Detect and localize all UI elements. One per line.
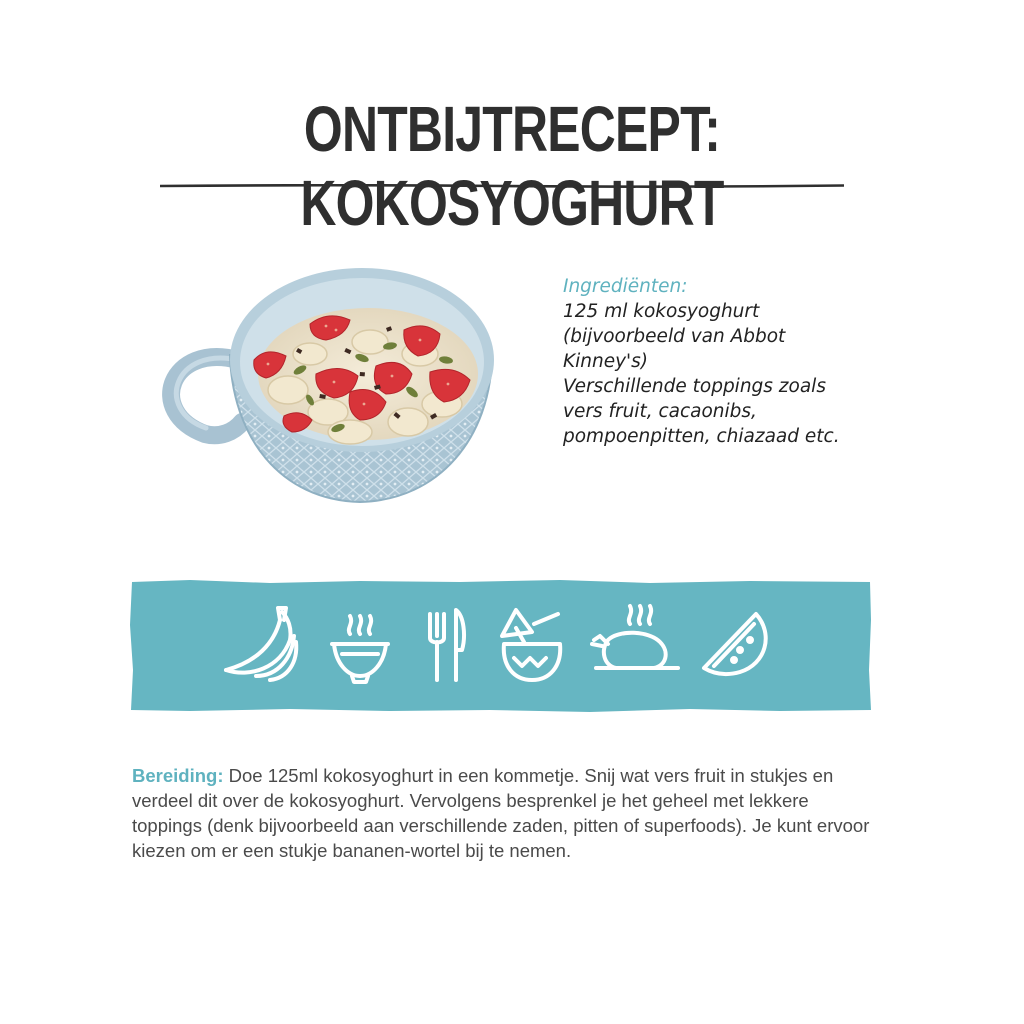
watermelon-slice-icon — [704, 614, 766, 674]
ingredients-block — [563, 274, 883, 449]
ingredient-line: Verschillende toppings zoals — [563, 376, 826, 397]
preparation-text: Doe 125ml kokosyoghurt in een kommetje. Snij wat vers fruit in stukjes en verdeel dit over de kokosyoghurt. Vervolgens besprenkel je het geheel met lekkere toppings (denk bijvoorbeeld aan verschillende zaden, pitten of superfoods). Je kunt ervoor kiezen om er een stukje bananen-wortel bij te nemen. — [132, 765, 870, 861]
ingredient-line: (bijvoorbeeld van Abbot — [563, 326, 786, 347]
title-underline — [160, 184, 844, 188]
ingredients-heading: Ingrediënten: — [563, 276, 688, 297]
ingredient-line: vers fruit, cacaonibs, — [563, 401, 757, 422]
ingredient-line: pompoenpitten, chiazaad etc. — [563, 426, 840, 447]
coconut-drink-icon — [502, 610, 560, 680]
preparation-label: Bereiding: — [132, 765, 224, 786]
yoghurt-bowl-image — [150, 262, 500, 512]
food-icons-row — [130, 580, 872, 712]
preparation-paragraph — [132, 763, 872, 863]
ingredient-line: Kinney's) — [563, 351, 648, 372]
page-title: ONTBIJTRECEPT: KOKOSYOGHURT — [300, 93, 724, 239]
steaming-bowl-icon — [332, 616, 388, 682]
ingredient-line: 125 ml kokosyoghurt — [563, 301, 760, 322]
roast-chicken-icon — [592, 606, 678, 668]
banana-icon — [226, 608, 296, 680]
fork-knife-icon — [430, 610, 464, 680]
